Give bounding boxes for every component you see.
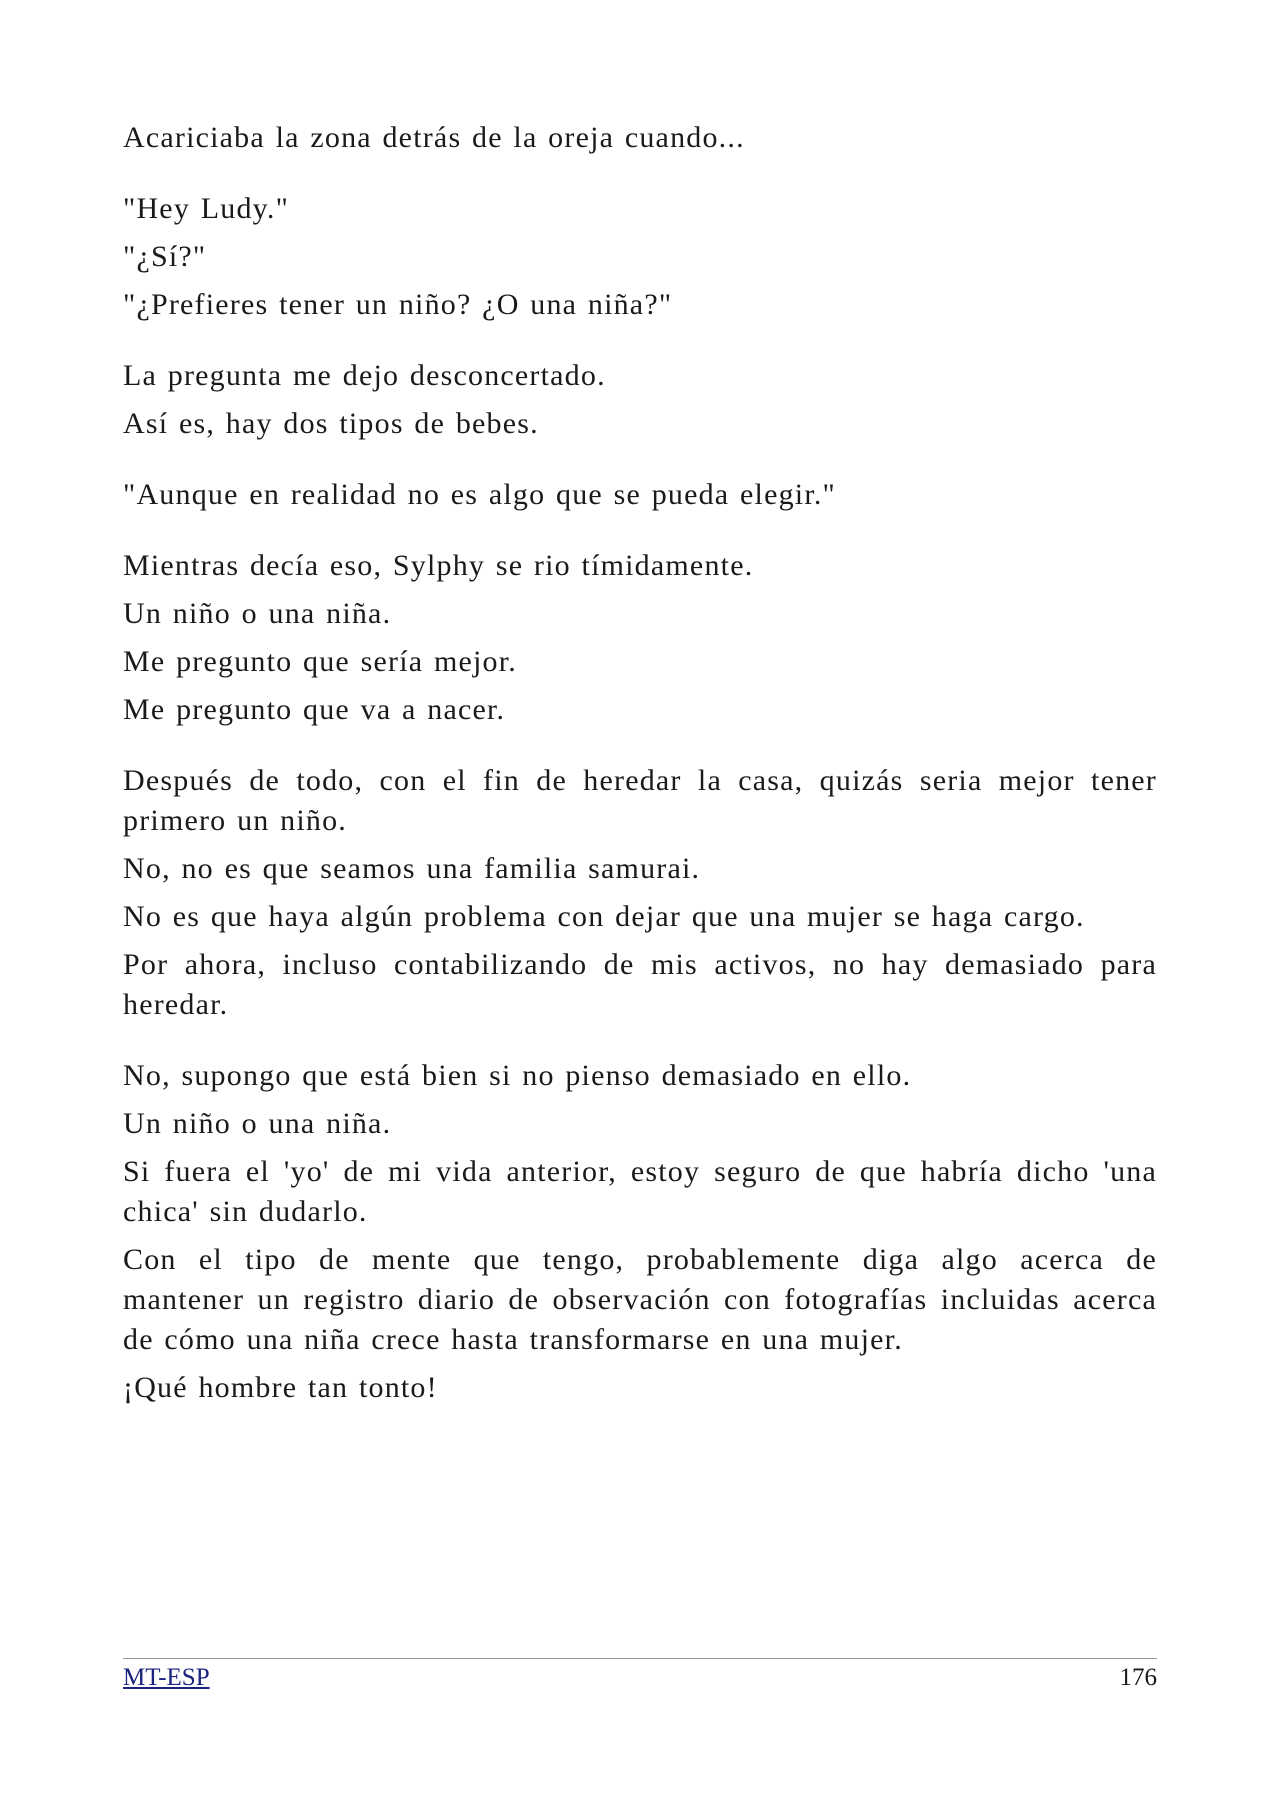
paragraph: Un niño o una niña. <box>123 1107 392 1140</box>
paragraph: No, supongo que está bien si no pienso demasiado en ello. <box>123 1059 912 1092</box>
document-body <box>123 118 1157 1408</box>
paragraph: ¡Qué hombre tan tonto! <box>123 1371 438 1404</box>
paragraph: Acariciaba la zona detrás de la oreja cuando... <box>123 121 745 154</box>
paragraph: Un niño o una niña. <box>123 597 392 630</box>
paragraph: Me pregunto que va a nacer. <box>123 693 506 726</box>
paragraph: "¿Prefieres tener un niño? ¿O una niña?" <box>123 288 673 321</box>
paragraph: Si fuera el 'yo' de mi vida anterior, estoy seguro de que habría dicho 'una chica' sin dudarlo. <box>123 1155 1157 1228</box>
paragraph: Por ahora, incluso contabilizando de mis activos, no hay demasiado para heredar. <box>123 948 1157 1021</box>
paragraph: "Aunque en realidad no es algo que se pueda elegir." <box>123 478 837 511</box>
paragraph: No, no es que seamos una familia samurai. <box>123 852 701 885</box>
page-number: 176 <box>1119 1664 1157 1691</box>
paragraph: Con el tipo de mente que tengo, probablemente diga algo acerca de mantener un registro diario de observación con fotografías incluidas acerca de cómo una niña crece hasta transformarse en una mujer. <box>123 1243 1157 1356</box>
paragraph: "¿Sí?" <box>123 240 207 273</box>
paragraph: Mientras decía eso, Sylphy se rio tímidamente. <box>123 549 754 582</box>
paragraph: "Hey Ludy." <box>123 192 290 225</box>
paragraph: No es que haya algún problema con dejar que una mujer se haga cargo. <box>123 900 1085 933</box>
paragraph: Me pregunto que sería mejor. <box>123 645 517 678</box>
page-footer <box>123 1658 1157 1693</box>
footer-link[interactable]: MT-ESP <box>123 1664 210 1691</box>
paragraph: Así es, hay dos tipos de bebes. <box>123 407 539 440</box>
paragraph: Después de todo, con el fin de heredar la casa, quizás seria mejor tener primero un niño. <box>123 764 1157 837</box>
paragraph: La pregunta me dejo desconcertado. <box>123 359 606 392</box>
